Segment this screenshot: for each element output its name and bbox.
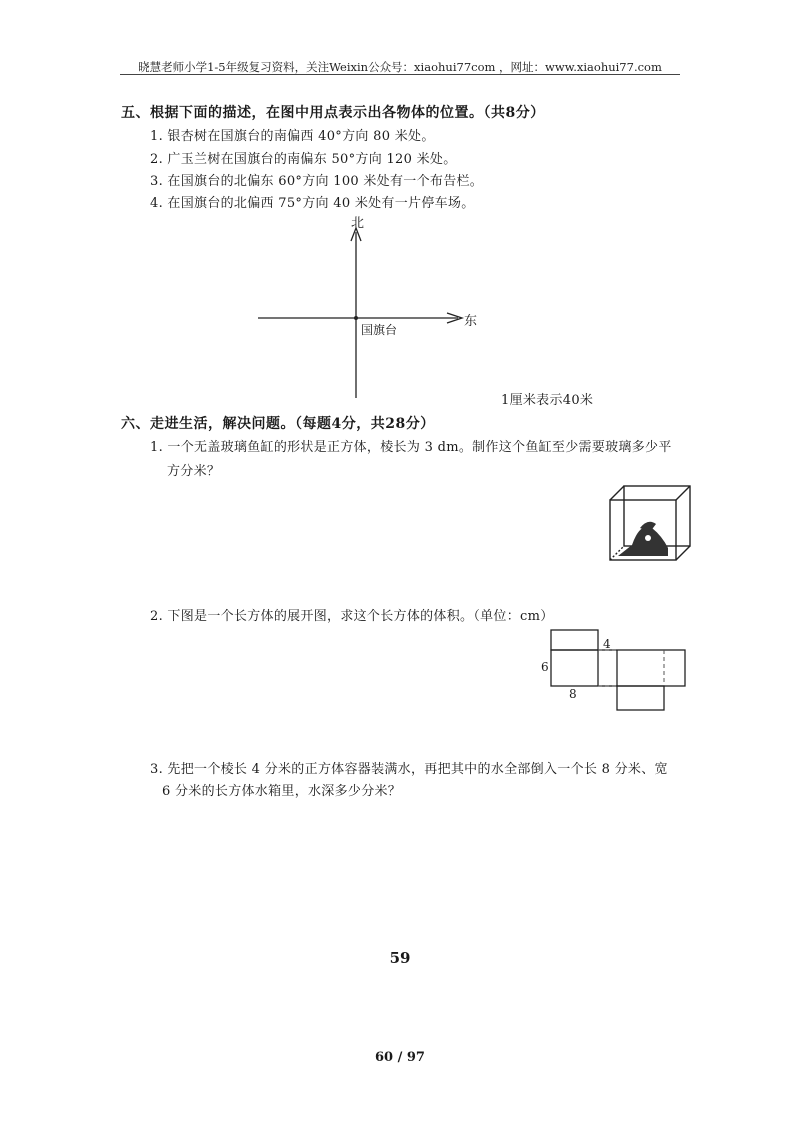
net-label-4: 4 (603, 637, 611, 651)
scale-text: 1厘米表示40米 (501, 393, 594, 408)
net-label-6: 6 (541, 660, 549, 674)
section5-item-2: 2. 广玉兰树在国旗台的南偏东 50°方向 120 米处。 (150, 152, 457, 167)
east-label: 东 (464, 314, 478, 329)
q3-line1: 3. 先把一个棱长 4 分米的正方体容器装满水，再把其中的水全部倒入一个长 8 分米、宽 (150, 762, 668, 777)
north-label: 北 (351, 216, 365, 231)
page-count: 60 / 97 (375, 1050, 425, 1065)
page-header: 晓慧老师小学1-5年级复习资料，关注Weixin公众号：xiaohui77com ，网址：www.xiaohui77.com (138, 60, 662, 74)
section6-title: 六、走进生活，解决问题。（每题4分，共28分） (121, 416, 435, 432)
q1-line2: 方分米？ (167, 464, 221, 479)
section5-item-4: 4. 在国旗台的北偏西 75°方向 40 米处有一片停车场。 (150, 196, 475, 211)
center-label: 国旗台 (361, 323, 398, 337)
q3-line2: 6 分米的长方体水箱里，水深多少分米？ (162, 784, 402, 799)
section5-item-1: 1. 银杏树在国旗台的南偏西 40°方向 80 米处。 (150, 129, 435, 144)
section5-title: 五、根据下面的描述，在图中用点表示出各物体的位置。（共8分） (121, 105, 545, 121)
q1-line1: 1. 一个无盖玻璃鱼缸的形状是正方体，棱长为 3 dm。制作这个鱼缸至少需要玻璃多少平 (150, 440, 672, 455)
q2-text: 2. 下图是一个长方体的展开图，求这个长方体的体积。（单位：cm） (150, 609, 554, 624)
net-label-8: 8 (569, 687, 577, 701)
page-number: 59 (389, 949, 411, 967)
section5-item-3: 3. 在国旗台的北偏东 60°方向 100 米处有一个布告栏。 (150, 174, 484, 189)
